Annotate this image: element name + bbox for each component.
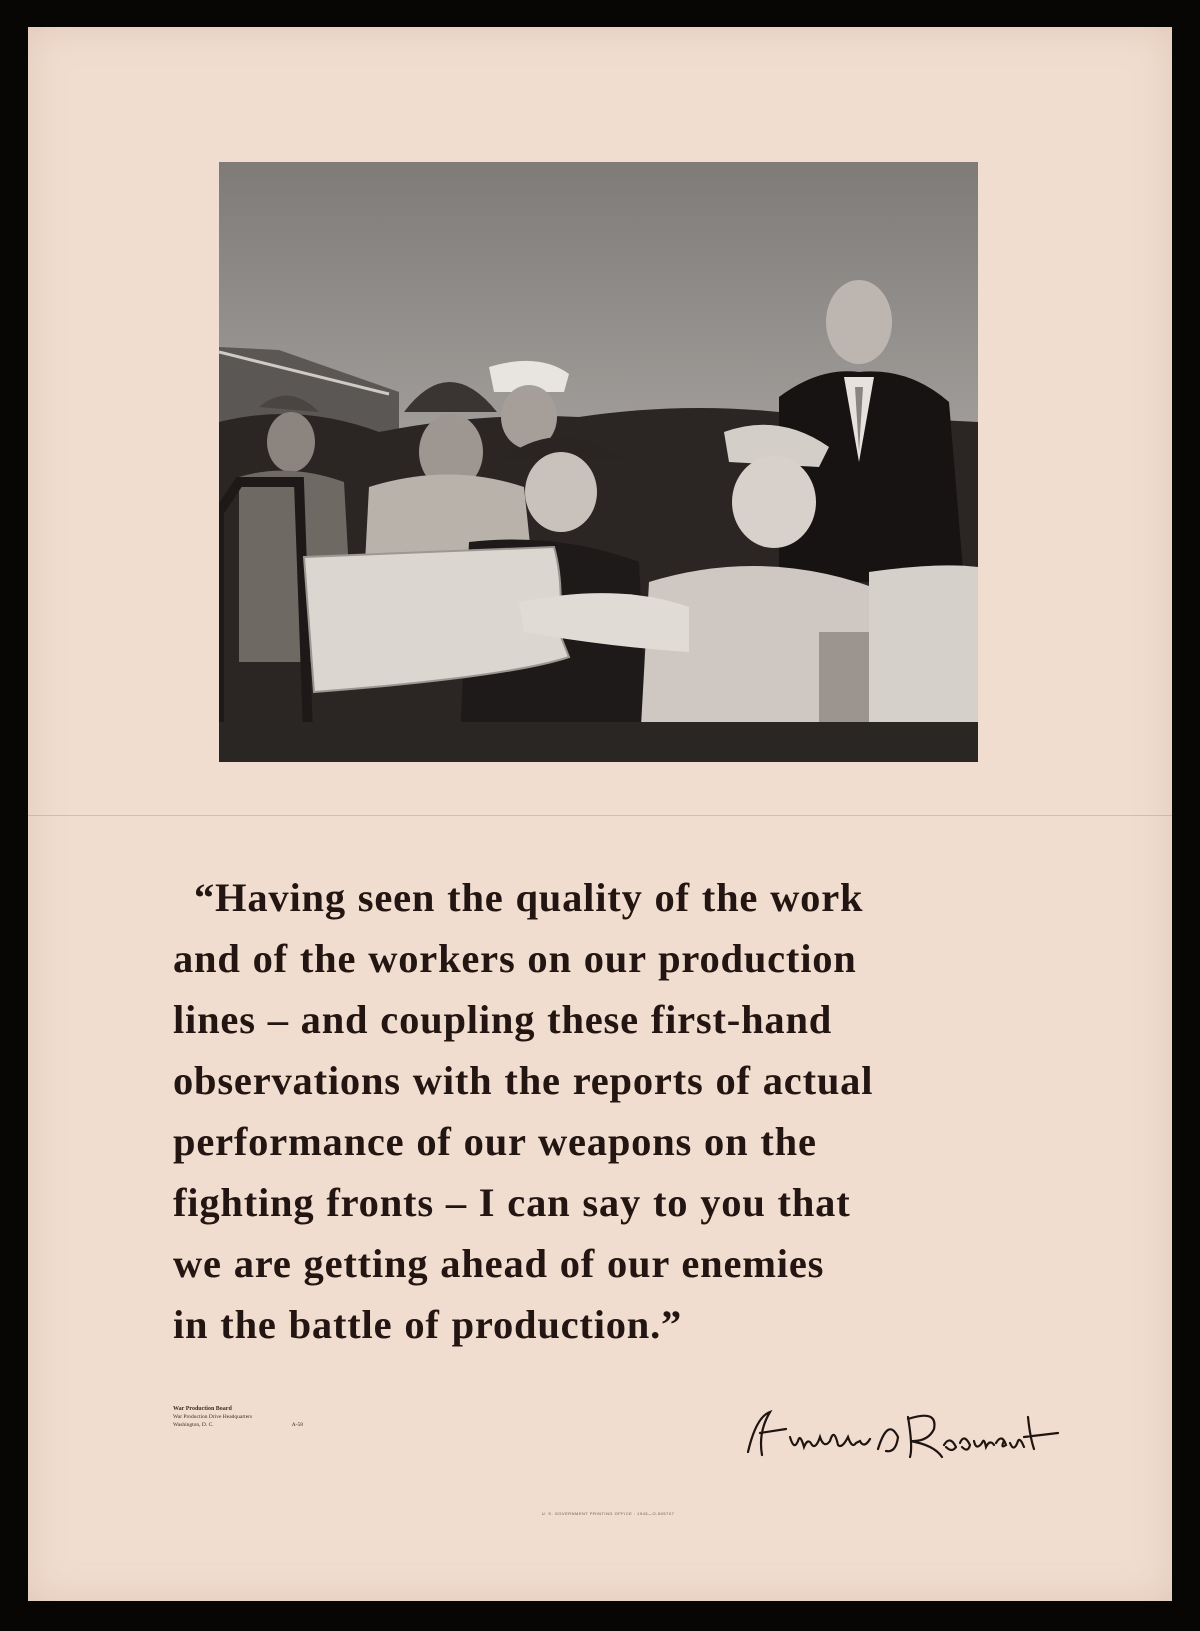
signature-image [738, 1397, 1068, 1477]
publisher-code: A-58 [291, 1422, 303, 1428]
quote-line: performance of our weapons on the [173, 1119, 817, 1164]
publisher-name: War Production Board [173, 1406, 232, 1412]
quote-line: fighting fronts – I can say to you that [173, 1180, 851, 1225]
quote [173, 867, 1073, 1355]
quote-line: we are getting ahead of our enemies [173, 1241, 825, 1286]
publisher-city: Washington, D. C. [173, 1422, 214, 1428]
photograph [219, 162, 978, 762]
photo-illustration [219, 162, 978, 762]
poster [28, 27, 1172, 1601]
quote-line: lines – and coupling these first-hand [173, 997, 833, 1042]
quote-line: observations with the reports of actual [173, 1058, 874, 1103]
printing-office-line: U. S. GOVERNMENT PRINTING OFFICE : 1943—O-505707 [541, 1511, 675, 1516]
quote-line: “Having seen the quality of the work [194, 875, 864, 920]
publisher-imprint [173, 1405, 303, 1429]
signature [738, 1397, 1068, 1477]
quote-line: and of the workers on our production [173, 936, 857, 981]
quote-line: in the battle of production.” [173, 1302, 683, 1347]
publisher-line: War Production Drive Headquarters [173, 1414, 253, 1420]
